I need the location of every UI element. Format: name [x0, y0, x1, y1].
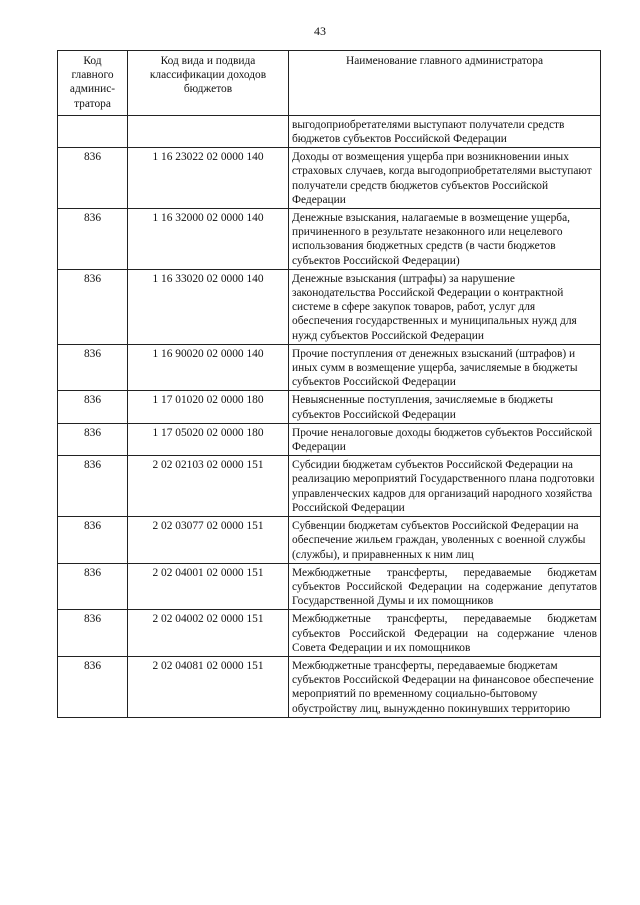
page-number: 43 [314, 24, 326, 38]
classification-code-cell: 2 02 04001 02 0000 151 [128, 563, 289, 610]
header-admin-code: Код главного админис-тратора [58, 51, 128, 116]
table-row [58, 517, 601, 564]
table-row [58, 563, 601, 610]
administrator-name-cell: Доходы от возмещения ущерба при возникновении иных страховых случаев, когда выгодоприобретателями выступают получатели средств бюджетов субъектов Российской Федерации [289, 148, 601, 209]
administrator-name-cell: Прочие поступления от денежных взысканий (штрафов) и иных сумм в возмещение ущерба, зачисляемые в бюджеты субъектов Российской Федерации [289, 344, 601, 391]
classification-code-cell: 2 02 02103 02 0000 151 [128, 456, 289, 517]
table-row [58, 344, 601, 391]
table-row [58, 148, 601, 209]
table-row [58, 656, 601, 717]
admin-code-cell: 836 [58, 209, 128, 270]
table-row [58, 209, 601, 270]
classification-code-cell: 1 17 01020 02 0000 180 [128, 391, 289, 423]
admin-code-cell: 836 [58, 269, 128, 344]
classification-code-cell: 2 02 04002 02 0000 151 [128, 610, 289, 657]
table-row [58, 456, 601, 517]
admin-code-cell: 836 [58, 391, 128, 423]
header-administrator-name: Наименование главного администратора [289, 51, 601, 116]
classification-code-cell [128, 115, 289, 147]
administrator-name-cell: Денежные взыскания (штрафы) за нарушение законодательства Российской Федерации о контрактной системе в сфере закупок товаров, работ, услуг для обеспечения государственных и муниципальных нужд для нужд субъектов Российской Федерации [289, 269, 601, 344]
administrator-name-cell: Межбюджетные трансферты, передаваемые бюджетам субъектов Российской Федерации на финансовое обеспечение мероприятий по временному социально-бытовому обустройству лиц, вынужденно покинувших территорию [289, 656, 601, 717]
classification-code-cell: 1 16 23022 02 0000 140 [128, 148, 289, 209]
classification-code-cell: 1 17 05020 02 0000 180 [128, 423, 289, 455]
admin-code-cell: 836 [58, 344, 128, 391]
table-row [58, 391, 601, 423]
classification-code-cell: 2 02 03077 02 0000 151 [128, 517, 289, 564]
admin-code-cell [58, 115, 128, 147]
admin-code-cell: 836 [58, 456, 128, 517]
admin-code-cell: 836 [58, 563, 128, 610]
administrator-name-cell: выгодоприобретателями выступают получатели средств бюджетов субъектов Российской Федерации [289, 115, 601, 147]
table-row [58, 115, 601, 147]
table-row [58, 610, 601, 657]
admin-code-cell: 836 [58, 610, 128, 657]
administrator-name-cell: Невыясненные поступления, зачисляемые в бюджеты субъектов Российской Федерации [289, 391, 601, 423]
classification-code-cell: 2 02 04081 02 0000 151 [128, 656, 289, 717]
administrator-name-cell: Субсидии бюджетам субъектов Российской Федерации на реализацию мероприятий Государственного плана подготовки управленческих кадров для организаций народного хозяйства Российской Федерации [289, 456, 601, 517]
admin-code-cell: 836 [58, 656, 128, 717]
administrator-name-cell: Межбюджетные трансферты, передаваемые бюджетам субъектов Российской Федерации на содержание членов Совета Федерации и их помощников [289, 610, 601, 657]
admin-code-cell: 836 [58, 517, 128, 564]
header-classification-code: Код вида и подвида классификации доходов бюджетов [128, 51, 289, 116]
revenue-administrators-table [57, 50, 601, 718]
administrator-name-cell: Субвенции бюджетам субъектов Российской Федерации на обеспечение жильем граждан, уволенных с военной службы (службы), и приравненных к ним лиц [289, 517, 601, 564]
admin-code-cell: 836 [58, 423, 128, 455]
administrator-name-cell: Прочие неналоговые доходы бюджетов субъектов Российской Федерации [289, 423, 601, 455]
table-header-row [58, 51, 601, 116]
table-row [58, 269, 601, 344]
admin-code-cell: 836 [58, 148, 128, 209]
classification-code-cell: 1 16 32000 02 0000 140 [128, 209, 289, 270]
administrator-name-cell: Межбюджетные трансферты, передаваемые бюджетам субъектов Российской Федерации на содержание депутатов Государственной Думы и их помощников [289, 563, 601, 610]
table-row [58, 423, 601, 455]
classification-code-cell: 1 16 33020 02 0000 140 [128, 269, 289, 344]
administrator-name-cell: Денежные взыскания, налагаемые в возмещение ущерба, причиненного в результате незаконного или нецелевого использования бюджетных средств (в части бюджетов субъектов Российской Федерации) [289, 209, 601, 270]
classification-code-cell: 1 16 90020 02 0000 140 [128, 344, 289, 391]
